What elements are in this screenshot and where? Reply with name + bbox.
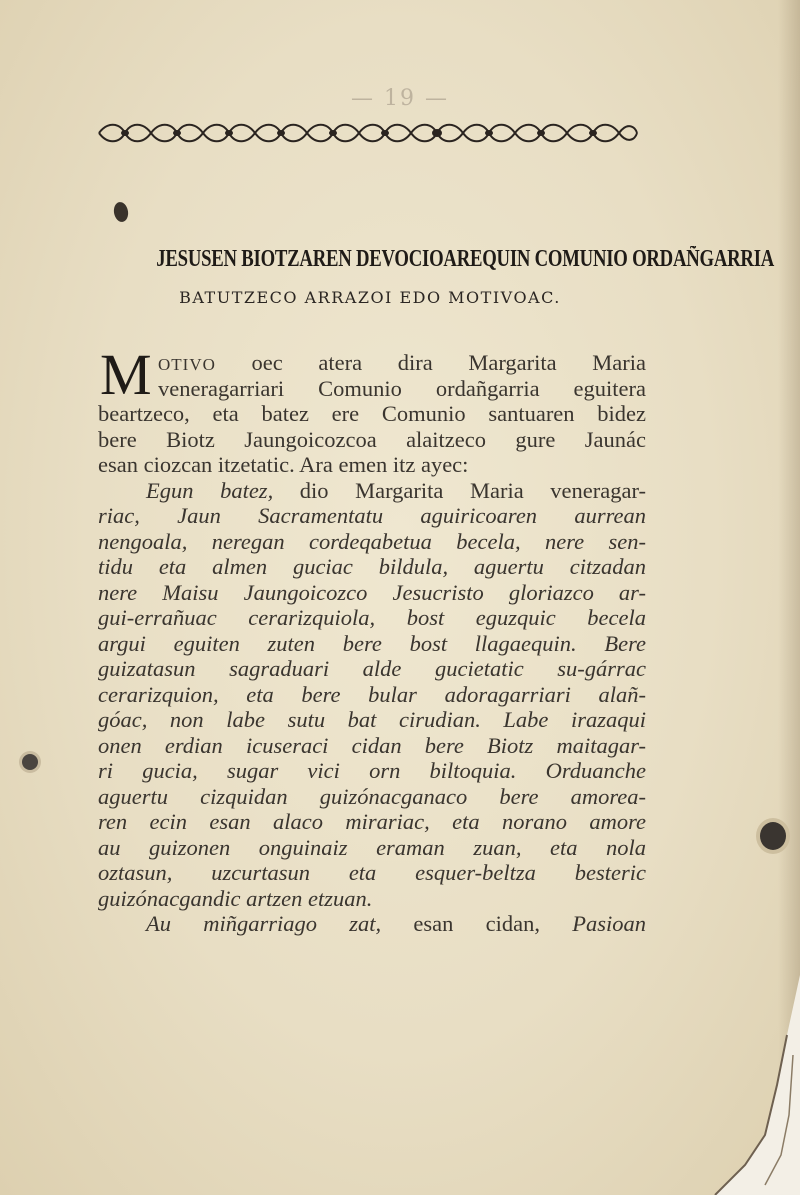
body-line: aguertu cizquidan guizónacganaco bere amorea- bbox=[98, 783, 646, 809]
body-line: guizónacgandic artzen etzuan. bbox=[98, 885, 373, 911]
page-subtitle: BATUTZECO ARRAZOI EDO MOTIVOAC. bbox=[179, 288, 561, 307]
body-line: riac, Jaun Sacramentatu aguiricoaren aurrean bbox=[98, 503, 646, 528]
body-line bbox=[98, 350, 646, 376]
body-line: góac, non labe sutu bat cirudian. Labe irazaqui bbox=[98, 707, 646, 732]
body-line-text: esan cidan, bbox=[381, 911, 540, 936]
body-line: oztasun, uzcurtasun eta esquer-beltza besteric bbox=[98, 860, 646, 885]
ink-mark bbox=[112, 201, 129, 223]
small-caps-word: OTIVO bbox=[158, 355, 216, 374]
body-line: bere Biotz Jaungoicozcoa alaitzeco gure Jaunác bbox=[98, 426, 646, 452]
body-line-text: dio Margarita Maria veneragar- bbox=[273, 477, 646, 503]
body-line: au guizonen onguinaiz eraman zuan, eta nola bbox=[98, 834, 646, 860]
body-line: nere Maisu Jaungoicozco Jesucristo gloriazco ar- bbox=[98, 579, 646, 605]
body-line: guizatasun sagraduari alde gucietatic su-gárrac bbox=[98, 656, 646, 681]
binding-hole-left bbox=[22, 754, 38, 770]
body-text bbox=[98, 342, 646, 937]
page-number: — 19 — bbox=[351, 86, 449, 111]
italic-run: Au miñgarriago zat, bbox=[146, 911, 382, 936]
body-line bbox=[98, 911, 646, 937]
body-line: ri gucia, sugar vici orn biltoquia. Orduanche bbox=[98, 758, 646, 783]
ornamental-border bbox=[95, 120, 640, 146]
italic-run: Pasioan bbox=[539, 911, 646, 936]
body-line: veneragarriari Comunio ordañgarria eguitera bbox=[158, 375, 646, 401]
body-line bbox=[98, 478, 646, 504]
body-line: tidu eta almen guciac bildula, aguertu citzadan bbox=[98, 554, 646, 579]
body-line: argui eguiten zuten bere bost llagaequin. Bere bbox=[98, 630, 646, 656]
body-line: ren ecin esan alaco mirariac, eta norano amore bbox=[98, 809, 646, 834]
body-line: esan ciozcan itzetatic. Ara emen itz ayec: bbox=[98, 452, 469, 477]
body-line: beartzeco, eta batez ere Comunio santuaren bidez bbox=[98, 401, 646, 426]
body-line: gui-errañuac cerarizquiola, bost eguzquic becela bbox=[98, 605, 646, 630]
body-line-text: oec atera dira Margarita Maria bbox=[215, 350, 646, 375]
body-line: nengoala, neregan cordeqabetua becela, nere sen- bbox=[98, 528, 646, 554]
body-line: onen erdian icuseraci cidan bere Biotz maitagar- bbox=[98, 732, 646, 758]
page-title: JESUSEN BIOTZAREN DEVOCIOAREQUIN COMUNIO ORDAÑGARRIA bbox=[156, 246, 775, 272]
torn-corner bbox=[705, 975, 800, 1195]
drop-cap: M bbox=[100, 342, 152, 407]
binding-hole-right bbox=[760, 822, 786, 850]
body-line: cerarizquion, eta bere bular adoragarriari alañ- bbox=[98, 681, 646, 707]
italic-run: Egun batez, bbox=[146, 477, 274, 503]
